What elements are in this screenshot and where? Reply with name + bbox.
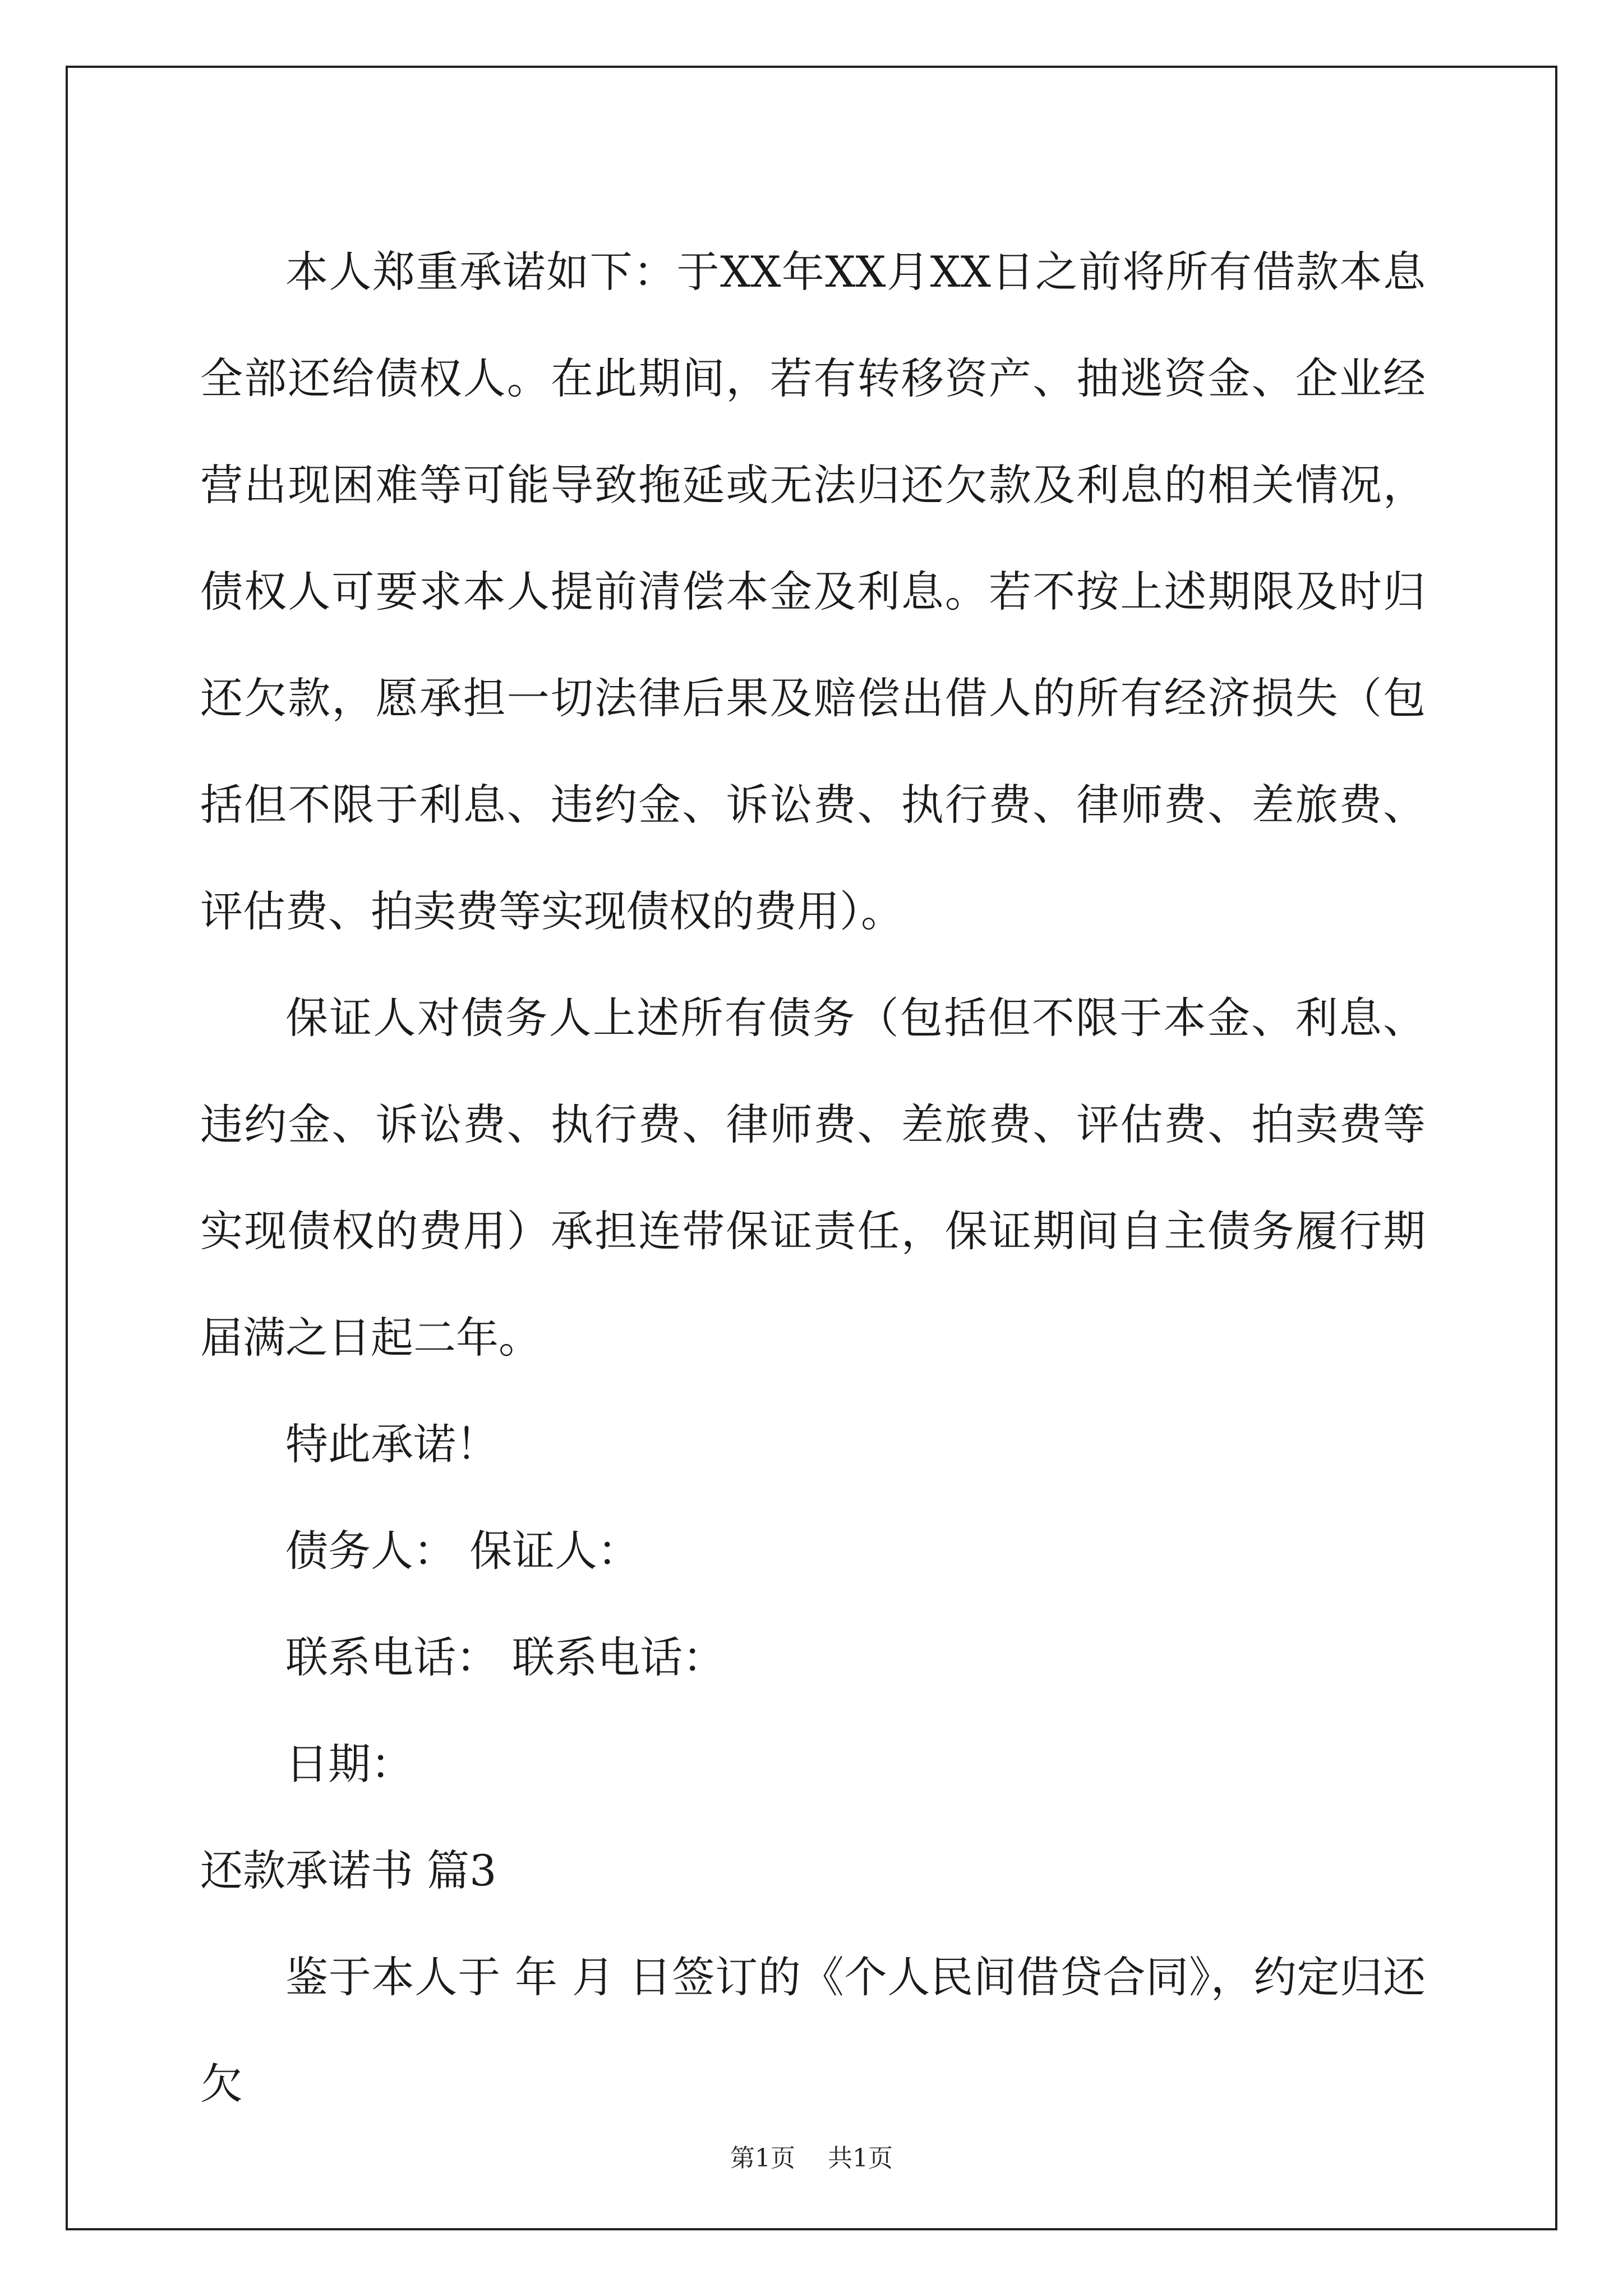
signature-line-date: 日期： bbox=[285, 1739, 413, 1789]
signature-line-phones: 联系电话： 联系电话： bbox=[285, 1632, 726, 1682]
paragraph-contract-intro: 鉴于本人于 年 月 日签订的《个人民间借贷合同》，约定归还欠 bbox=[200, 1952, 1426, 2109]
page-footer bbox=[0, 2142, 1623, 2175]
paragraph-repayment-promise: 本人郑重承诺如下：于XX年XX月XX日之前将所有借款本息全部还给债权人。在此期间，若有转移资产、抽逃资金、企业经营出现困难等可能导致拖延或无法归还欠款及利息的相关情况，债权人可要求本人提前清偿本金及利息。若不按上述期限及时归还欠款，愿承担一切法律后果及赔偿出借人的所有经济损失（包括但不限于利息、违约金、诉讼费、执行费、律师费、差旅费、评估费、拍卖费等实现债权的费用）。 bbox=[200, 247, 1426, 936]
section-heading: 还款承诺书 篇3 bbox=[200, 1846, 497, 1895]
paragraph-hereby-promise: 特此承诺！ bbox=[285, 1419, 499, 1469]
page-total: 共1页 bbox=[828, 2144, 893, 2173]
page-number: 第1页 bbox=[730, 2144, 795, 2173]
paragraph-guarantor-liability: 保证人对债务人上述所有债务（包括但不限于本金、利息、违约金、诉讼费、执行费、律师费、差旅费、评估费、拍卖费等实现债权的费用）承担连带保证责任，保证期间自主债务履行期届满之日起二年。 bbox=[200, 993, 1426, 1363]
document-body bbox=[200, 219, 1426, 2137]
signature-line-parties: 债务人： 保证人： bbox=[285, 1526, 640, 1576]
